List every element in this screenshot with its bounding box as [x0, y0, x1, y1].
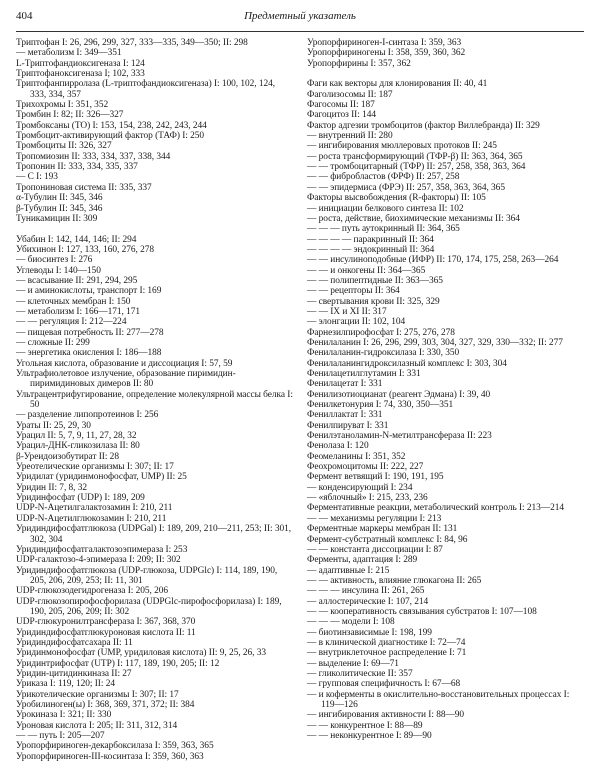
index-entry: Уридилат (уридинмонофосфат, UMP) II: 25	[16, 472, 187, 483]
index-entry: Фенилацетат I: 331	[307, 379, 383, 390]
index-entry: — сложные II: 299	[16, 337, 90, 348]
letter-group-gap	[16, 224, 293, 234]
index-entry: — свертывания крови II: 325, 329	[307, 296, 440, 307]
index-entry: UDP-галактозо-4-эпимераза I: 209; II: 302	[16, 555, 181, 566]
index-entry: — — неконкурентное I: 89—90	[307, 731, 432, 742]
index-entry: — гликолитические II: 357	[307, 668, 413, 679]
index-entry: — пищевая потребность II: 277—278	[16, 327, 164, 338]
index-entry: Уропорфириногены I: 358, 359, 360, 362	[307, 48, 466, 59]
index-entry: Триптофан I: 26, 296, 299, 327, 333—335, 349—350; II: 298	[16, 38, 248, 48]
index-entry: Уридиндифосфатгалактозоэпимераза I: 253	[16, 544, 188, 555]
right-column	[307, 38, 584, 762]
index-entry: Уреотелические организмы I: 307; II: 17	[16, 462, 174, 473]
index-entry: — — полипептидные II: 363—365	[307, 275, 443, 286]
index-entry: — биотинзависимые I: 198, 199	[307, 627, 432, 638]
index-entry: Феохромоцитомы II: 222, 227	[307, 462, 424, 473]
index-entry: Урацил II: 5, 7, 9, 11, 27, 28, 32	[16, 431, 137, 442]
index-entry: Тропомиозин II: 333, 334, 337, 338, 344	[16, 151, 171, 162]
index-entry: Фактор адгезии тромбоцитов (фактор Виллебранда) II: 329	[307, 120, 540, 131]
index-entry: Ферментативные реакции, метаболический контроль I: 213—214	[307, 503, 565, 514]
index-entry: Уроновая кислота I: 205; II: 311, 312, 314	[16, 720, 178, 731]
index-entry: — и коферменты в окислительно-восстановительных процессах I: 119—126	[307, 689, 570, 710]
index-entry: — всасывание II: 291, 294, 295	[16, 275, 138, 286]
index-entry: Тромбоксаны (TO) I: 153, 154, 238, 242, 243, 244	[16, 120, 207, 131]
index-entry: — — — путь аутокринный II: 364, 365	[307, 224, 460, 235]
index-entry: Уридиндифосфатглюкоза (UDP-глюкоза, UDPGlc) I: 114, 189, 190, 205, 206, 209, 253; II: 11, 301	[16, 565, 278, 586]
index-entry: — — регуляция I: 212—224	[16, 317, 127, 328]
index-entry: UDP-глюкозопирофосфорилаза (UDPGlc-пирофосфорилаза) I: 189, 190, 205, 206, 209; II: 302	[16, 596, 282, 617]
index-entry: Урокиназа I: 321; II: 330	[16, 710, 112, 721]
index-entry: — роста, действие, биохимические механизмы II: 364	[307, 213, 520, 224]
index-entry: Трихохромы I: 351, 352	[16, 100, 109, 111]
index-entry: Уридиндифосфатглюкуроновая кислота II: 11	[16, 627, 196, 638]
index-entry: Уропорфириноген-I-синтаза I: 359, 363	[307, 38, 462, 48]
index-columns	[16, 38, 584, 762]
index-entry: UDP-глюкуронилтрансфераза I: 367, 368, 370	[16, 617, 196, 628]
index-entry: — — эпидермиса (ФРЭ) II: 257, 358, 363, 364, 365	[307, 182, 505, 193]
index-entry: Уридин II: 7, 8, 32	[16, 482, 88, 493]
index-entry: Тромбоцит-активирующий фактор (ТАФ) I: 250	[16, 131, 205, 142]
index-entry: L-Триптофандиоксигеназа I: 124	[16, 58, 145, 69]
index-entry: — выделение I: 69—71	[307, 658, 399, 669]
page-number: 404	[16, 10, 33, 22]
index-entry: — конденсирующий I: 234	[307, 482, 413, 493]
index-entry: — — фибробластов (ФРФ) II: 257, 258	[307, 172, 460, 183]
index-entry: α-Тубулин II: 345, 346	[16, 193, 103, 204]
index-entry: Ультрацентрифугирование, определение молекулярной массы белка I: 50	[16, 389, 293, 411]
index-entry: Фенилпируват I: 331	[307, 420, 389, 431]
header-rule	[16, 31, 584, 32]
index-entry: Уропорфирины I: 357, 362	[307, 58, 411, 69]
index-entry: — внутриклеточное распределение I: 71	[307, 648, 467, 659]
index-entry: Уридинтрифосфат (UTP) I: 117, 189, 190, 205; II: 12	[16, 658, 220, 669]
index-entry: Феомеланины I: 351, 352	[307, 451, 406, 462]
index-entry: — и аминокислоты, транспорт I: 169	[16, 286, 162, 297]
page-header	[16, 10, 584, 28]
index-entry: Уридин-цитидинкиназа II: 27	[16, 668, 132, 679]
index-entry: Урацил-ДНК-гликозилаза II: 80	[16, 441, 140, 452]
index-entry: β-Тубулин II: 345, 346	[16, 203, 103, 214]
left-column	[16, 38, 293, 762]
index-entry: Фенилэтаноламин-N-метилтрансфераза II: 223	[307, 431, 492, 442]
index-entry: Уридинмонофосфат (UMP, уридиловая кислота) II: 9, 25, 26, 33	[16, 648, 266, 659]
index-entry: — метаболизм I: 166—171, 171	[16, 306, 140, 317]
index-entry: Уриказа I: 119, 120; II: 24	[16, 679, 115, 690]
index-entry: — метаболизм I: 349—351	[16, 48, 122, 59]
index-entry: — аллостерические I: 107, 214	[307, 596, 429, 607]
index-entry: Углеводы I: 140—150	[16, 265, 101, 276]
index-entry: — — тромбоцитарный (ТФР) II: 257, 258, 358, 363, 364	[307, 162, 526, 173]
index-entry: — — — модели I: 108	[307, 617, 395, 628]
index-entry: Убихинон I: 127, 133, 160, 276, 278	[16, 244, 154, 255]
index-entry: Фенилацетилглутамин I: 331	[307, 369, 421, 379]
index-entry: — адаптивные I: 215	[307, 565, 390, 576]
index-entry: Тромбин I: 82; II: 326—327	[16, 110, 124, 121]
index-entry: Фермент-субстратный комплекс I: 84, 96	[307, 534, 468, 545]
index-entry: Фаголизосомы II: 187	[307, 89, 393, 100]
index-entry: — в клинической диагностике I: 72—74	[307, 637, 466, 648]
index-entry: Триптофаноксигеназа I; 102, 333	[16, 69, 145, 80]
index-entry: β-Уреидоизобутират II: 28	[16, 451, 119, 462]
index-entry: — — инсулиноподобные (ИФР) II: 170, 174, 175, 258, 263—264	[307, 255, 559, 266]
index-entry: Фенолаза I: 120	[307, 441, 369, 452]
index-entry: Фагоцитоз II: 144	[307, 110, 377, 121]
index-entry: — — путь I: 205—207	[16, 731, 105, 742]
index-entry: — разделение липопротеинов I: 256	[16, 410, 159, 421]
index-entry: Ферментные маркеры мембран II: 131	[307, 524, 458, 535]
index-entry: — инициации белкового синтеза II: 102	[307, 203, 464, 214]
index-entry: Уробилиноген(ы) I: 368, 369, 371, 372; II: 384	[16, 700, 195, 710]
index-entry: Фенилаланингидроксилазный комплекс I: 303, 304	[307, 358, 507, 369]
index-entry: Фарнезилпирофосфат I: 275, 276, 278	[307, 327, 455, 338]
index-entry: — энергетика окисления I: 186—188	[16, 348, 162, 359]
index-entry: — ингибирования мюллеровых протоков II: 245	[307, 141, 497, 152]
index-entry: UDP-N-Ацетилглюкозамин I: 210, 211	[16, 513, 167, 524]
index-entry: Угольная кислота, образование и диссоциация I: 57, 59	[16, 358, 233, 369]
index-entry: Туникамицин II: 309	[16, 213, 98, 224]
index-entry: Уридинфосфат (UDP) I: 189, 209	[16, 493, 145, 504]
index-entry: — клеточных мембран I: 150	[16, 296, 131, 307]
index-entry: — групповая специфичность I: 67—68	[307, 679, 461, 690]
index-entry: Убабин I: 142, 144, 146; II: 294	[16, 234, 137, 245]
index-entry: — — — — эндокринный II: 364	[307, 244, 435, 255]
index-entry: Фениллактат I: 331	[307, 410, 383, 421]
index-entry: — биосинтез I: 276	[16, 255, 93, 266]
index-entry: Ультрафиолетовое излучение, образование пиримидин-пиримидиновых димеров II: 80	[16, 369, 236, 390]
index-entry: — — — — паракринный II: 364	[307, 234, 434, 245]
letter-group-gap	[307, 69, 584, 79]
index-entry: — — и онкогены II: 364—365	[307, 265, 426, 276]
index-entry: Триптофанпирролаза (L-триптофандиоксигеназа) I: 100, 102, 124, 333, 334, 357	[16, 79, 276, 100]
index-entry: — C I: 193	[16, 172, 58, 183]
index-entry: — элонгации II: 102, 104	[307, 317, 406, 328]
index-entry: Фенилаланин-гидроксилаза I: 330, 350	[307, 348, 460, 359]
index-entry: Уридиндифосфатглюкоза (UDPGal) I: 189, 209, 210—211, 253; II: 301, 302, 304	[16, 524, 292, 545]
index-entry: Уропорфириноген-III-косинтаза I: 359, 360, 363	[16, 751, 204, 762]
index-entry: Тромбоциты II: 326, 327	[16, 141, 112, 152]
index-entry: Фенилаланин I: 26, 296, 299, 303, 304, 327, 329, 330—332; II: 277	[307, 337, 563, 348]
index-entry: — роста трансформирующий (ТФР-β) II: 363, 364, 365	[307, 151, 523, 162]
index-entry: UDP-глюкозодегидрогеназа I: 205, 206	[16, 586, 169, 597]
index-entry: — ингибирования активности I: 88—90	[307, 710, 465, 721]
index-entry: — — IX и XI II: 317	[307, 306, 387, 317]
index-entry: — внутренний II: 280	[307, 131, 393, 142]
index-entry: Тропонин II: 333, 334, 335, 337	[16, 162, 138, 173]
index-entry: — — активность, влияние глюкагона II: 265	[307, 575, 482, 586]
index-entry: Фаги как векторы для клонирования II: 40, 41	[307, 79, 488, 90]
index-entry: — — кооперативность связывания субстратов I: 107—108	[307, 606, 537, 617]
index-entry: Фенилизотиоцианат (реагент Эдмана) I: 39, 40	[307, 389, 491, 400]
index-entry: Ураты II: 25, 29, 30	[16, 420, 91, 431]
running-title: Предметный указатель	[244, 10, 356, 22]
index-entry: Уропорфириноген-декарбоксилаза I: 359, 363, 365	[16, 741, 214, 752]
index-entry: Фагосомы II: 187	[307, 100, 375, 111]
index-entry: Фермент ветвящий I: 190, 191, 195	[307, 472, 444, 483]
index-entry: — — константа диссоциации I: 87	[307, 544, 443, 555]
index-entry: Факторы высвобождения (R-факторы) II: 105	[307, 193, 486, 204]
index-entry: — «яблочный» I: 215, 233, 236	[307, 493, 428, 504]
index-entry: Уридиндифосфатсахара II: 11	[16, 637, 133, 648]
index-entry: — — конкурентное I: 88—89	[307, 720, 423, 731]
index-entry: Фенилкетонурия I: 74, 330, 350—351	[307, 400, 454, 411]
index-entry: Урикотелические организмы I: 307; II: 17	[16, 689, 179, 700]
index-entry: — — рецепторы II: 364	[307, 286, 400, 297]
index-entry: Ферменты, адаптация I: 289	[307, 555, 418, 566]
index-entry: UDP-N-Ацетилгалактозамин I: 210, 211	[16, 503, 173, 514]
index-entry: Тропониновая система II: 335, 337	[16, 182, 152, 193]
index-entry: — — — инсулина II: 261, 265	[307, 586, 425, 597]
index-entry: — — механизмы регуляции I: 213	[307, 513, 442, 524]
